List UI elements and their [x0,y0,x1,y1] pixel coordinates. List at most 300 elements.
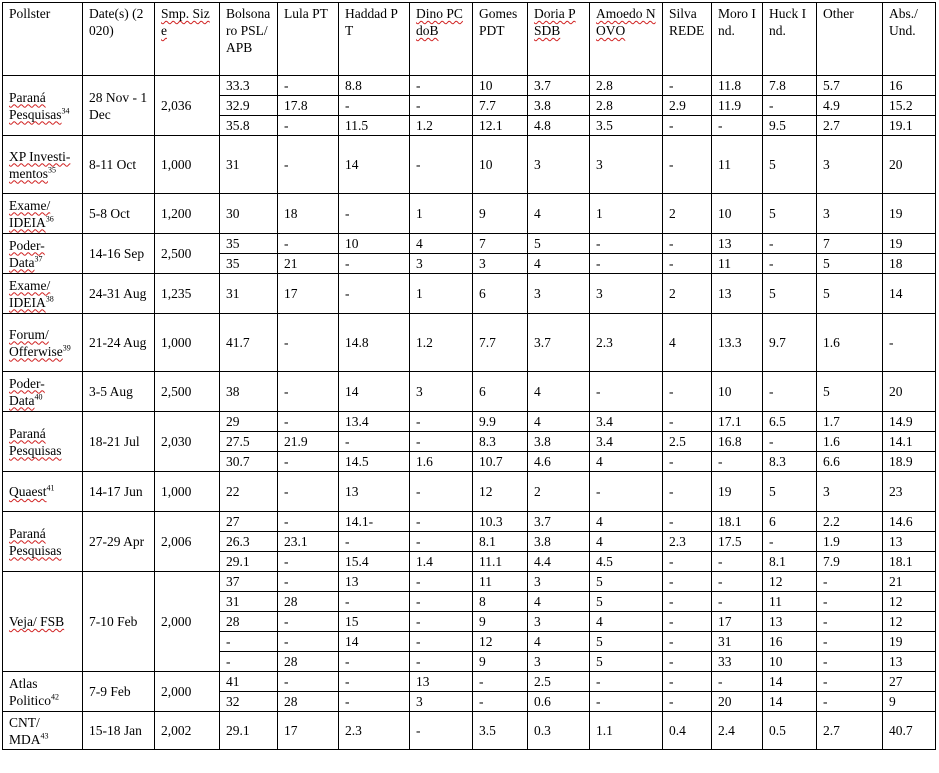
value-cell: - [817,632,883,652]
table-row [3,472,936,512]
table-body [3,76,936,750]
value-cell: 3.7 [528,512,590,532]
value-cell: - [712,572,763,592]
value-cell: - [339,194,410,234]
value-cell: 19.1 [883,116,936,136]
footnote-ref: 37 [34,254,43,263]
value-cell: - [590,254,663,274]
value-cell: 13.3 [712,314,763,372]
value-cell: 5.7 [817,76,883,96]
value-cell: 2.9 [663,96,712,116]
value-cell: - [278,412,339,432]
value-cell: 7.7 [473,96,528,116]
value-cell: 1.6 [410,452,473,472]
value-cell: 17 [278,712,339,750]
value-cell: 2.8 [590,96,663,116]
value-cell: 6 [473,274,528,314]
value-cell: - [763,532,817,552]
value-cell: 3 [817,194,883,234]
value-cell: 29.1 [220,712,278,750]
value-cell: - [663,472,712,512]
table-row [3,412,936,432]
pollster-name: Quaest [9,484,47,499]
value-cell: - [278,512,339,532]
value-cell: 9 [473,194,528,234]
pollster-cell [3,76,83,136]
value-cell: 2 [528,472,590,512]
value-cell: 3.8 [528,532,590,552]
value-cell: 2.8 [590,76,663,96]
value-cell: - [883,314,936,372]
value-cell: 2.3 [339,712,410,750]
value-cell: 0.6 [528,692,590,712]
value-cell: 7.9 [817,552,883,572]
sample-size-cell: 2,002 [155,712,220,750]
value-cell: 27 [883,672,936,692]
poll-results-table [2,2,936,750]
value-cell: 3 [410,372,473,412]
value-cell: - [663,234,712,254]
value-cell: 31 [220,592,278,612]
value-cell: - [339,274,410,314]
value-cell: 3.5 [590,116,663,136]
value-cell: 7.7 [473,314,528,372]
value-cell: 9.5 [763,116,817,136]
pollster-cell [3,274,83,314]
footnote-ref: 41 [46,483,55,493]
value-cell: - [763,234,817,254]
value-cell: 1.4 [410,552,473,572]
value-cell: - [663,672,712,692]
value-cell: - [278,234,339,254]
value-cell: - [712,672,763,692]
value-cell: 3 [528,612,590,632]
sample-size-cell: 2,000 [155,672,220,712]
value-cell: 10 [712,194,763,234]
value-cell: 15 [339,612,410,632]
value-cell: 31 [220,274,278,314]
value-cell: 12 [473,472,528,512]
value-cell: 13.4 [339,412,410,432]
sample-size-cell: 1,000 [155,472,220,512]
value-cell: - [278,612,339,632]
value-cell: 4 [590,512,663,532]
value-cell: 3 [473,254,528,274]
value-cell: 17.1 [712,412,763,432]
value-cell: - [663,412,712,432]
value-cell: 3 [528,572,590,592]
value-cell: 11 [712,254,763,274]
value-cell: 27 [220,512,278,532]
column-header: Dino PCdoB [410,3,473,76]
column-header: Lula PT [278,3,339,76]
value-cell: 10 [473,136,528,194]
pollster-name: Forum/ Offerwise [9,326,63,359]
value-cell: - [278,452,339,472]
value-cell: - [410,592,473,612]
sample-size-cell: 2,500 [155,234,220,274]
value-cell: 28 [220,612,278,632]
value-cell: 2 [663,194,712,234]
pollster-cell [3,512,83,572]
value-cell: 14 [339,372,410,412]
value-cell: 31 [712,632,763,652]
value-cell: - [663,452,712,472]
pollster-cell [3,472,83,512]
value-cell: 20 [883,136,936,194]
value-cell: 18 [278,194,339,234]
value-cell: 13 [763,612,817,632]
dates-cell: 5-8 Oct [83,194,155,234]
pollster-name: CNT/ MDA [9,714,41,747]
value-cell: 2.7 [817,712,883,750]
value-cell: 17 [712,612,763,632]
pollster-cell [3,372,83,412]
value-cell: 2.3 [590,314,663,372]
footnote-ref: 39 [62,343,71,352]
value-cell: 19 [883,632,936,652]
value-cell: 7 [817,234,883,254]
value-cell: - [278,552,339,572]
value-cell: 18 [883,254,936,274]
sample-size-cell: 2,500 [155,372,220,412]
table-row [3,274,936,314]
value-cell: 4.8 [528,116,590,136]
value-cell: 31 [220,136,278,194]
pollster-name: Exame/ IDEIA [9,277,51,310]
pollster-cell [3,672,83,712]
value-cell: 17.8 [278,96,339,116]
value-cell: 10.7 [473,452,528,472]
value-cell: - [817,612,883,632]
dates-cell: 18-21 Jul [83,412,155,472]
value-cell: 13 [712,274,763,314]
value-cell: 14.8 [339,314,410,372]
footnote-ref: 38 [45,294,54,303]
value-cell: 4 [590,452,663,472]
value-cell: 5 [817,254,883,274]
value-cell: 3.8 [528,96,590,116]
value-cell: 32 [220,692,278,712]
column-header: Bolsonaro PSL/ APB [220,3,278,76]
value-cell: - [278,572,339,592]
value-cell: 2.7 [817,116,883,136]
value-cell: - [278,116,339,136]
value-cell: 0.4 [663,712,712,750]
value-cell: 4.4 [528,552,590,572]
value-cell: 19 [883,234,936,254]
value-cell: 18.9 [883,452,936,472]
value-cell: - [339,652,410,672]
value-cell: 8.8 [339,76,410,96]
value-cell: 17 [278,274,339,314]
value-cell: 4 [528,254,590,274]
value-cell: 19 [883,194,936,234]
value-cell: - [410,652,473,672]
value-cell: 14 [883,274,936,314]
value-cell: 4 [590,612,663,632]
value-cell: 14.1 [883,432,936,452]
dates-cell: 21-24 Aug [83,314,155,372]
value-cell: 1.6 [817,432,883,452]
pollster-name: Atlas Politico [9,675,52,708]
table-row [3,512,936,532]
value-cell: - [410,612,473,632]
value-cell: - [817,592,883,612]
value-cell: 4 [663,314,712,372]
value-cell: - [339,254,410,274]
value-cell: 10 [712,372,763,412]
value-cell: - [278,632,339,652]
value-cell: - [817,572,883,592]
value-cell: - [410,136,473,194]
value-cell: 8.1 [473,532,528,552]
value-cell: 11 [473,572,528,592]
value-cell: 14 [763,672,817,692]
pollster-name: Veja/ FSB [9,614,65,629]
value-cell: 6.5 [763,412,817,432]
value-cell: 3 [817,136,883,194]
pollster-cell [3,314,83,372]
table-row [3,572,936,592]
value-cell: - [663,652,712,672]
value-cell: 13 [712,234,763,254]
value-cell: 38 [220,372,278,412]
table-row [3,372,936,412]
value-cell: 1.2 [410,116,473,136]
column-header: Silva REDE [663,3,712,76]
value-cell: 7 [473,234,528,254]
value-cell: 14.5 [339,452,410,472]
value-cell: 11.1 [473,552,528,572]
dates-cell: 28 Nov - 1 Dec [83,76,155,136]
value-cell: - [473,692,528,712]
pollster-cell [3,712,83,750]
value-cell: - [663,632,712,652]
value-cell: 35.8 [220,116,278,136]
value-cell: 40.7 [883,712,936,750]
value-cell: 5 [763,472,817,512]
value-cell: 12 [763,572,817,592]
column-header: Gomes PDT [473,3,528,76]
sample-size-cell: 2,036 [155,76,220,136]
value-cell: - [278,314,339,372]
sample-size-cell: 1,200 [155,194,220,234]
value-cell: - [339,692,410,712]
value-cell: 13 [339,472,410,512]
footnote-ref: 43 [40,731,49,740]
value-cell: 12 [883,592,936,612]
footnote-ref: 40 [34,392,43,401]
column-header: Huck Ind. [763,3,817,76]
value-cell: 10 [473,76,528,96]
value-cell: 5 [763,194,817,234]
value-cell: 5 [817,372,883,412]
value-cell: 3.5 [473,712,528,750]
value-cell: 3 [590,136,663,194]
value-cell: 26.3 [220,532,278,552]
value-cell: - [590,472,663,512]
value-cell: 20 [883,372,936,412]
value-cell: 11 [763,592,817,612]
value-cell: 17.5 [712,532,763,552]
value-cell: 14.9 [883,412,936,432]
value-cell: 41.7 [220,314,278,372]
value-cell: 35 [220,234,278,254]
pollster-name: Exame/ IDEIA [9,197,51,230]
value-cell: 16 [763,632,817,652]
value-cell: 22 [220,472,278,512]
value-cell: 3.4 [590,412,663,432]
table-row [3,234,936,254]
value-cell: 21.9 [278,432,339,452]
dates-cell: 14-17 Jun [83,472,155,512]
value-cell: 10.3 [473,512,528,532]
value-cell: 11.9 [712,96,763,116]
dates-cell: 27-29 Apr [83,512,155,572]
value-cell: 33 [712,652,763,672]
value-cell: - [410,432,473,452]
column-header: Abs./ Und. [883,3,936,76]
value-cell: 14.1- [339,512,410,532]
value-cell: - [410,632,473,652]
value-cell: - [590,372,663,412]
value-cell: - [663,136,712,194]
value-cell: 9.7 [763,314,817,372]
value-cell: 4.5 [590,552,663,572]
value-cell: 3 [528,136,590,194]
pollster-cell [3,412,83,472]
value-cell: - [410,96,473,116]
sample-size-cell: 1,235 [155,274,220,314]
value-cell: 29 [220,412,278,432]
value-cell: 3 [590,274,663,314]
value-cell: 2.5 [528,672,590,692]
value-cell: 32.9 [220,96,278,116]
value-cell: - [339,96,410,116]
value-cell: - [220,652,278,672]
sample-size-cell: 1,000 [155,314,220,372]
value-cell: - [278,472,339,512]
value-cell: - [817,692,883,712]
value-cell: 5 [763,274,817,314]
value-cell: - [278,672,339,692]
column-header: Date(s) (2020) [83,3,155,76]
value-cell: 1 [410,274,473,314]
value-cell: 4 [590,532,663,552]
value-cell: - [410,572,473,592]
value-cell: 11.5 [339,116,410,136]
value-cell: 12.1 [473,116,528,136]
pollster-name: Paraná Pesquisas [9,425,62,458]
header-row [3,3,936,76]
value-cell: 10 [339,234,410,254]
value-cell: - [590,234,663,254]
value-cell: 1 [590,194,663,234]
value-cell: 4 [528,412,590,432]
value-cell: 4 [528,194,590,234]
pollster-cell [3,194,83,234]
pollster-name: Paraná Pesquisas [9,525,62,558]
sample-size-cell: 1,000 [155,136,220,194]
column-header: Smp. Size [155,3,220,76]
value-cell: 6.6 [817,452,883,472]
pollster-cell [3,136,83,194]
value-cell: 23.1 [278,532,339,552]
value-cell: - [763,372,817,412]
value-cell: - [817,672,883,692]
value-cell: 2.3 [663,532,712,552]
value-cell: 11 [712,136,763,194]
column-header: Amoedo NOVO [590,3,663,76]
value-cell: 5 [590,592,663,612]
value-cell: - [663,572,712,592]
value-cell: 8.3 [763,452,817,472]
value-cell: 3.7 [528,314,590,372]
value-cell: - [663,116,712,136]
column-header: Moro Ind. [712,3,763,76]
value-cell: 5 [590,572,663,592]
value-cell: 3.4 [590,432,663,452]
value-cell: - [763,96,817,116]
value-cell: - [663,372,712,412]
value-cell: 5 [763,136,817,194]
value-cell: - [278,136,339,194]
column-header: Doria PSDB [528,3,590,76]
dates-cell: 7-10 Feb [83,572,155,672]
value-cell: 5 [817,274,883,314]
value-cell: 9 [473,652,528,672]
value-cell: 23 [883,472,936,512]
value-cell: 4 [528,592,590,612]
value-cell: 4.9 [817,96,883,116]
table-row [3,712,936,750]
value-cell: - [663,254,712,274]
value-cell: 2.2 [817,512,883,532]
value-cell: - [712,452,763,472]
value-cell: 14.6 [883,512,936,532]
value-cell: - [410,532,473,552]
value-cell: 15.4 [339,552,410,572]
value-cell: - [410,76,473,96]
pollster-name: Paraná Pesquisas [9,89,62,122]
value-cell: - [817,652,883,672]
value-cell: 1.7 [817,412,883,432]
value-cell: 0.3 [528,712,590,750]
table-row [3,136,936,194]
value-cell: 3.7 [528,76,590,96]
value-cell: 8 [473,592,528,612]
value-cell: 9.9 [473,412,528,432]
value-cell: - [663,512,712,532]
dates-cell: 7-9 Feb [83,672,155,712]
value-cell: 4.6 [528,452,590,472]
value-cell: - [339,532,410,552]
table-row [3,314,936,372]
value-cell: 13 [883,532,936,552]
value-cell: 21 [883,572,936,592]
value-cell: - [590,672,663,692]
dates-cell: 3-5 Aug [83,372,155,412]
value-cell: 21 [278,254,339,274]
value-cell: - [339,592,410,612]
value-cell: - [663,76,712,96]
value-cell: - [663,692,712,712]
value-cell: 19 [712,472,763,512]
value-cell: 18.1 [883,552,936,572]
value-cell: - [278,372,339,412]
value-cell: 5 [528,234,590,254]
